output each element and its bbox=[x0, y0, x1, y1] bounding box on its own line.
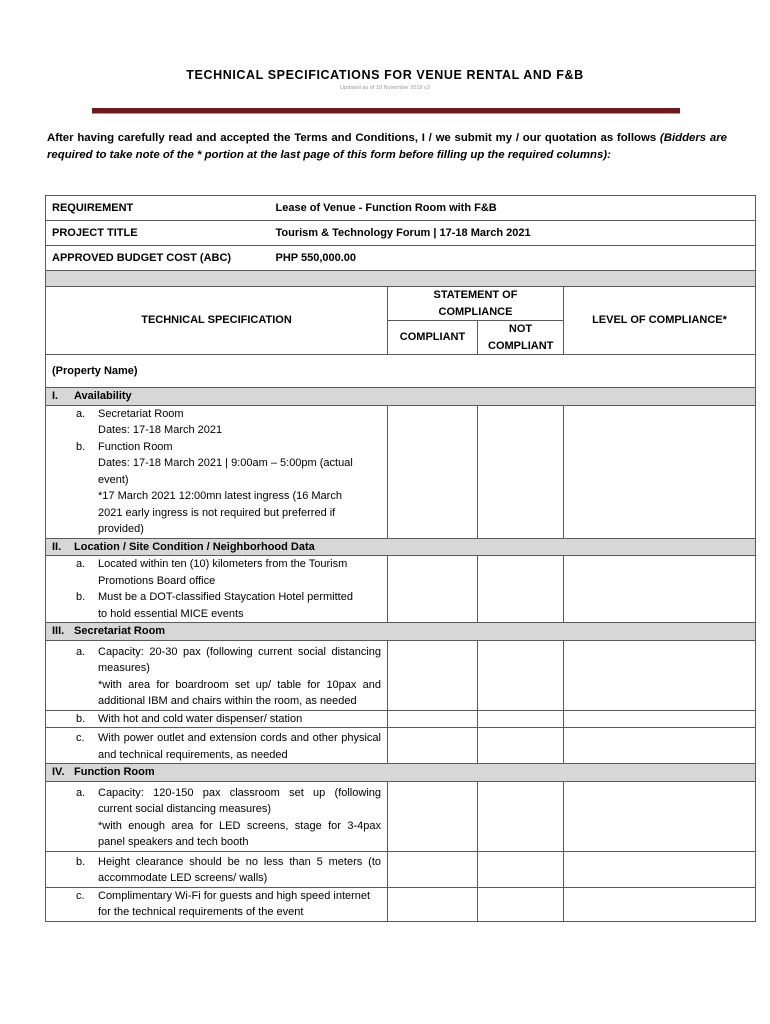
not-compliant-cell[interactable] bbox=[478, 887, 564, 921]
section-title: Availability bbox=[74, 390, 132, 402]
specification-table bbox=[45, 195, 756, 922]
info-row-requirement bbox=[46, 196, 756, 221]
spec-row bbox=[46, 640, 756, 710]
property-name-row bbox=[46, 355, 756, 388]
compliant-cell[interactable] bbox=[388, 710, 478, 728]
not-compliant-cell[interactable] bbox=[478, 710, 564, 728]
spec-row bbox=[46, 710, 756, 728]
spec-item: b. Must be a DOT-classified Staycation Hotel permitted to hold essential MICE events bbox=[76, 591, 353, 620]
level-of-compliance-cell[interactable] bbox=[564, 556, 756, 623]
header-technical-specification: TECHNICAL SPECIFICATION bbox=[46, 287, 388, 355]
spec-item: a. Secretariat Room Dates: 17-18 March 2021 bbox=[76, 407, 223, 436]
not-compliant-cell[interactable] bbox=[478, 851, 564, 887]
spec-row bbox=[46, 781, 756, 851]
info-label: APPROVED BUDGET COST (ABC) bbox=[46, 246, 388, 271]
compliant-cell[interactable] bbox=[388, 728, 478, 764]
spec-row bbox=[46, 728, 756, 764]
spec-row bbox=[46, 887, 756, 921]
info-row-abc bbox=[46, 246, 756, 271]
spec-item: a. Capacity: 120-150 pax classroom set up (following current social distancing measures) *with enough area for LED screens, stage for 3-4pax panel speakers and tech booth bbox=[76, 786, 381, 848]
info-label: REQUIREMENT bbox=[46, 196, 388, 221]
section-title: Function Room bbox=[74, 766, 155, 778]
not-compliant-cell[interactable] bbox=[478, 556, 564, 623]
section-number: II. bbox=[52, 540, 62, 553]
spec-item: a. Located within ten (10) kilometers from the Tourism Promotions Board office bbox=[76, 558, 348, 587]
intro-note: (Bidders are required to take note of the * portion at the last page of this form before filling up the required columns): bbox=[47, 132, 727, 161]
compliant-cell[interactable] bbox=[388, 851, 478, 887]
section-number: I. bbox=[52, 390, 59, 402]
info-row-project-title bbox=[46, 221, 756, 246]
info-value: PHP 550,000.00 bbox=[388, 246, 756, 271]
spacer-row bbox=[46, 271, 756, 287]
info-label: PROJECT TITLE bbox=[46, 221, 388, 246]
compliant-cell[interactable] bbox=[388, 405, 478, 538]
section-header-secretariat-room bbox=[46, 623, 756, 641]
info-value: Lease of Venue - Function Room with F&B bbox=[388, 196, 756, 221]
spec-item: b. With hot and cold water dispenser/ station bbox=[76, 712, 303, 725]
not-compliant-cell[interactable] bbox=[478, 640, 564, 710]
section-header-location bbox=[46, 538, 756, 556]
not-compliant-cell[interactable] bbox=[478, 728, 564, 764]
compliant-cell[interactable] bbox=[388, 556, 478, 623]
section-header-function-room bbox=[46, 764, 756, 782]
level-of-compliance-cell[interactable] bbox=[564, 710, 756, 728]
compliant-cell[interactable] bbox=[388, 887, 478, 921]
section-header-availability bbox=[46, 388, 756, 406]
info-value: Tourism & Technology Forum | 17-18 March 2021 bbox=[388, 221, 756, 246]
header-compliant: COMPLIANT bbox=[388, 321, 478, 355]
property-name: (Property Name) bbox=[46, 355, 756, 388]
spec-row bbox=[46, 556, 756, 623]
header-level-of-compliance: LEVEL OF COMPLIANCE* bbox=[564, 287, 756, 355]
spec-row bbox=[46, 851, 756, 887]
spec-row bbox=[46, 405, 756, 538]
not-compliant-cell[interactable] bbox=[478, 405, 564, 538]
not-compliant-cell[interactable] bbox=[478, 781, 564, 851]
header-not-compliant: NOT COMPLIANT bbox=[478, 321, 564, 355]
level-of-compliance-cell[interactable] bbox=[564, 851, 756, 887]
level-of-compliance-cell[interactable] bbox=[564, 640, 756, 710]
spec-item: c. Complimentary Wi-Fi for guests and high speed internet for the technical requirements of the event bbox=[76, 889, 371, 918]
section-number: IV. bbox=[52, 766, 65, 778]
intro-text: After having carefully read and accepted the Terms and Conditions, I / we submit my / our quotation as follows bbox=[47, 132, 657, 144]
compliant-cell[interactable] bbox=[388, 640, 478, 710]
document-title: TECHNICAL SPECIFICATIONS FOR VENUE RENTAL AND F&B bbox=[186, 68, 584, 82]
compliant-cell[interactable] bbox=[388, 781, 478, 851]
spec-item: b. Function Room Dates: 17-18 March 2021 | 9:00am – 5:00pm (actual event) *17 March 2021 12:00mn latest ingress (16 March 2021 early ingress is not required but preferred if provided) bbox=[76, 440, 353, 535]
title-divider bbox=[92, 108, 680, 114]
section-number: III. bbox=[52, 625, 65, 637]
section-title: Location / Site Condition / Neighborhood Data bbox=[74, 540, 315, 553]
section-title: Secretariat Room bbox=[74, 625, 166, 637]
spec-item: c. With power outlet and extension cords and other physical and technical requirements, as needed bbox=[76, 732, 381, 761]
header-row bbox=[46, 287, 756, 321]
intro-paragraph bbox=[47, 130, 727, 163]
spec-item: b. Height clearance should be no less than 5 meters (to accommodate LED screens/ walls) bbox=[76, 855, 381, 884]
spec-item: a. Capacity: 20-30 pax (following current social distancing measures) *with area for boardroom set up/ table for 10pax and additional IBM and chairs within the room, as needed bbox=[76, 645, 381, 707]
updated-note: Updated as of 19 November 2019 v3 bbox=[340, 85, 430, 91]
level-of-compliance-cell[interactable] bbox=[564, 887, 756, 921]
level-of-compliance-cell[interactable] bbox=[564, 781, 756, 851]
header-statement-of-compliance: STATEMENT OF COMPLIANCE bbox=[388, 287, 564, 321]
level-of-compliance-cell[interactable] bbox=[564, 728, 756, 764]
level-of-compliance-cell[interactable] bbox=[564, 405, 756, 538]
